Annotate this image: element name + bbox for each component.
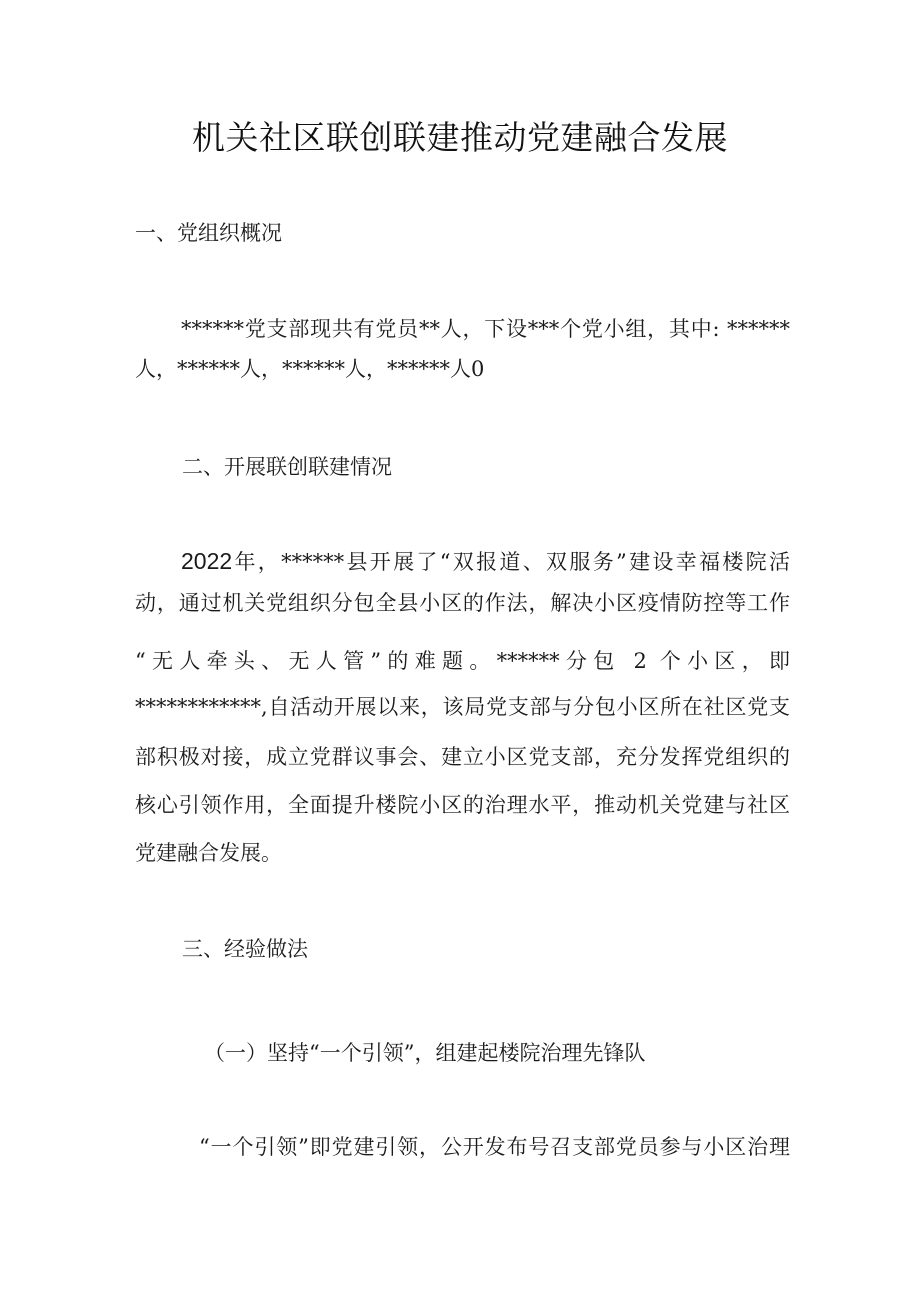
section-1-heading: 一、党组织概况	[135, 221, 282, 245]
document-title: 机关社区联创联建推动党建融合发展	[192, 118, 728, 157]
section-2-paragraph-line-4: ************,自活动开展以来，该局党支部与分包小区所在社区党支	[135, 695, 790, 719]
section-2-paragraph-line-2: 动，通过机关党组织分包全县小区的作法，解决小区疫情防控等工作	[135, 591, 790, 615]
section-2-paragraph-line-7: 党建融合发展。	[135, 841, 282, 865]
section-3-paragraph-line-1: “一个引领”即党建引领，公开发布号召支部党员参与小区治理	[199, 1135, 790, 1159]
section-3-heading: 三、经验做法	[182, 937, 308, 961]
section-2-heading: 二、开展联创联建情况	[182, 455, 392, 479]
section-2-paragraph-line-5: 部积极对接，成立党群议事会、建立小区党支部，充分发挥党组织的	[135, 745, 790, 769]
section-2-paragraph-line-6: 核心引领作用，全面提升楼院小区的治理水平，推动机关党建与社区	[135, 793, 790, 817]
section-2-paragraph-line-1: 2022年，******县开展了“双报道、双服务”建设幸福楼院活	[181, 548, 790, 574]
section-3-subheading-1: （一）坚持“一个引领”，组建起楼院治理先锋队	[204, 1041, 646, 1065]
section-2-paragraph-line-3: “无人牵头、无人管”的难题。******分包 2 个小区，即	[135, 649, 790, 673]
section-1-paragraph-line-1: ******党支部现共有党员**人，下设***个党小组，其中: ******	[181, 317, 790, 341]
section-1-paragraph-line-2: 人，******人，******人，******人0	[135, 357, 485, 381]
year-number: 2022	[181, 548, 233, 574]
